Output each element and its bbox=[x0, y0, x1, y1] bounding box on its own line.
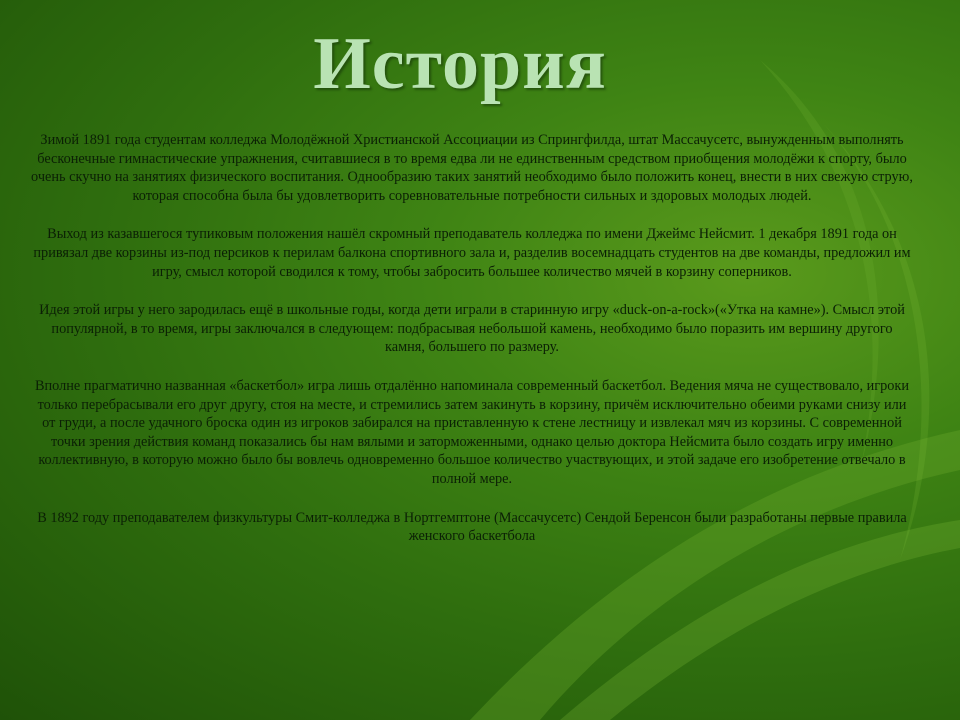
slide-body bbox=[30, 131, 914, 566]
paragraph-1: Зимой 1891 года студентам колледжа Молодёжной Христианской Ассоциации из Спрингфилда, штат Массачусетс, вынужденным выполнять бесконечные гимнастические упражнения, считавшиеся в то время едва ли не единственным средством приобщения молодёжи к спорту, было очень скучно на занятиях физического воспитания. Однообразию таких занятий необходимо было положить конец, внести в них свежую струю, которая способна была бы удовлетворить соревновательные потребности сильных и здоровых молодых людей. bbox=[31, 132, 913, 204]
slide-title: История bbox=[313, 23, 607, 105]
paragraph-2: Выход из казавшегося тупиковым положения нашёл скромный преподаватель колледжа по имени Джеймс Нейсмит. 1 декабря 1891 года он привязал две корзины из-под персиков к перилам балкона спортивного зала и, разделив восемнадцать студентов на две команды, предложил им игру, смысл которой сводился к тому, чтобы забросить большее количество мячей в корзину соперников. bbox=[33, 226, 911, 280]
paragraph-5: В 1892 году преподавателем физкультуры Смит-колледжа в Нортгемптоне (Массачусетс) Сендой Беренсон были разработаны первые правила женского баскетбола bbox=[37, 509, 907, 545]
paragraph-4: Вполне прагматично названная «баскетбол» игра лишь отдалённо напоминала современный баскетбол. Ведения мяча не существовало, игроки только перебрасывали его друг другу, стоя на месте, и стремились затем закинуть в корзину, причём исключительно обеими руками снизу или от груди, а после удачного броска один из игроков забирался на приставленную к стене лестницу и извлекал мяч из корзины. С современной точки зрения действия команд показались бы нам вялыми и заторможенными, однако целью доктора Нейсмита было создать игру именно коллективную, в которую можно было бы вовлечь одновременно большое количество участвующих, и этой задаче его изобретение отвечало в полной мере. bbox=[34, 377, 910, 487]
paragraph-3: Идея этой игры у него зародилась ещё в школьные годы, когда дети играли в старинную игру «duck-on-a-rock»(«Утка на камне»). Смысл этой популярной, в то время, игры заключался в следующем: подбрасывая небольшой камень, необходимо было поразить им вершину другого камня, большего по размеру. bbox=[39, 302, 905, 356]
